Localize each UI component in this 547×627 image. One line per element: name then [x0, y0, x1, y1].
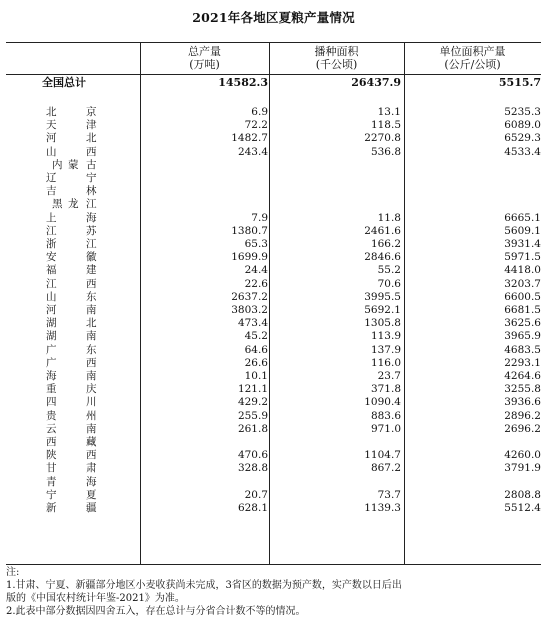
- cell-area: 2270.8: [364, 132, 401, 145]
- table-row: [6, 396, 541, 409]
- cell-production: 6.9: [251, 106, 268, 118]
- cell-yield: 2896.2: [504, 409, 541, 422]
- cell-production: 1482.7: [231, 132, 268, 145]
- cell-area: 11.8: [377, 211, 401, 224]
- region-char: 北: [46, 106, 57, 118]
- cell-yield: 3965.9: [504, 330, 541, 343]
- header-area: [269, 45, 404, 73]
- cell-yield: 5609.1: [504, 224, 541, 237]
- cell-production: 10.1: [244, 370, 268, 382]
- table-row: [6, 449, 541, 462]
- region-char: 海: [46, 370, 57, 382]
- cell-production: 7.9: [251, 211, 268, 224]
- cell-yield: 5235.3: [504, 106, 541, 118]
- cell-yield: 2293.1: [504, 356, 541, 369]
- cell-yield: 3625.6: [504, 317, 541, 330]
- cell-yield: 6089.0: [504, 119, 541, 132]
- cell-area: 3995.5: [364, 290, 401, 303]
- region-char: 贵: [46, 409, 57, 422]
- region-char: 辽: [46, 172, 57, 184]
- cell-yield: 4418.0: [504, 264, 541, 277]
- table-row: [6, 106, 541, 119]
- cell-production: 20.7: [244, 488, 268, 501]
- total-label: 全国总计: [42, 76, 86, 89]
- cell-production: 328.8: [237, 462, 268, 475]
- table-row: [6, 330, 541, 343]
- region-char: 川: [86, 396, 97, 409]
- cell-yield: 2696.2: [504, 422, 541, 435]
- table-row: [6, 370, 541, 383]
- note-2: 2.此表中部分数据因四舍五入，存在总计与分省合计数不等的情况。: [6, 606, 306, 617]
- total-yield: 5515.7: [498, 76, 541, 89]
- cell-area: 1139.3: [364, 502, 401, 514]
- region-char: 州: [86, 409, 97, 422]
- cell-area: 13.1: [377, 106, 401, 118]
- table-row: [6, 198, 541, 211]
- cell-production: 121.1: [237, 383, 268, 396]
- cell-yield: 4264.6: [504, 370, 541, 382]
- header-area-label: 播种面积: [314, 45, 359, 58]
- table-row: [6, 212, 541, 225]
- region-char: 北: [86, 132, 97, 145]
- cell-yield: 4683.5: [504, 343, 541, 356]
- region-char: 广: [46, 356, 57, 369]
- region-char: 河: [46, 132, 57, 145]
- cell-production: 1699.9: [231, 251, 268, 264]
- cell-production: 65.3: [244, 238, 268, 250]
- region-char: 河: [46, 304, 57, 316]
- region-char: 南: [86, 370, 97, 382]
- cell-area: 2846.6: [364, 251, 401, 264]
- cell-production: 72.2: [244, 119, 268, 132]
- table-row: [6, 238, 541, 251]
- region-char: 西: [86, 277, 97, 290]
- cell-area: 5692.1: [364, 304, 401, 316]
- cell-yield: 3791.9: [504, 462, 541, 475]
- region-char: 南: [86, 330, 97, 343]
- table-row: [6, 410, 541, 423]
- cell-production: 26.6: [244, 356, 268, 369]
- table-row: [6, 172, 541, 185]
- region-char: 苏: [86, 224, 97, 237]
- cell-production: 261.8: [237, 422, 268, 435]
- table-row: [6, 185, 541, 198]
- cell-yield: 6665.1: [504, 211, 541, 224]
- table-row: [6, 502, 541, 515]
- region-char: 福: [46, 264, 57, 277]
- region-char: 南: [86, 304, 97, 316]
- region-char: 东: [86, 343, 97, 356]
- cell-area: 113.9: [370, 330, 401, 343]
- cell-yield: 6681.5: [504, 304, 541, 316]
- region-char: 西: [46, 436, 57, 448]
- cell-area: 1104.7: [364, 449, 401, 462]
- region-char: 宁: [46, 488, 57, 501]
- region-char: 西: [86, 145, 97, 158]
- table-row: [6, 317, 541, 330]
- cell-area: 23.7: [377, 370, 401, 382]
- region-char: 青: [46, 475, 57, 488]
- cell-area: 867.2: [370, 462, 401, 475]
- cell-area: 971.0: [370, 422, 401, 435]
- region-char: 湖: [46, 330, 57, 343]
- region-char: 京: [86, 106, 97, 118]
- table-row: [6, 476, 541, 489]
- region-char: 西: [86, 356, 97, 369]
- cell-yield: 5512.4: [504, 502, 541, 514]
- region-char: 西: [86, 449, 97, 462]
- cell-production: 2637.2: [231, 290, 268, 303]
- region-char: 藏: [86, 436, 97, 448]
- region-char: 东: [86, 290, 97, 303]
- cell-yield: 6600.5: [504, 290, 541, 303]
- cell-yield: 4533.4: [504, 145, 541, 158]
- cell-area: 883.6: [370, 409, 401, 422]
- region-char: 天: [46, 119, 57, 132]
- region-char: 林: [86, 185, 97, 198]
- region-char: 南: [86, 422, 97, 435]
- table-row: [6, 225, 541, 238]
- cell-area: 1090.4: [364, 396, 401, 409]
- region-char: 江: [86, 238, 97, 250]
- summer-grain-table: [6, 42, 541, 565]
- table-row: [6, 304, 541, 317]
- cell-production: 22.6: [244, 277, 268, 290]
- region-char: 山: [46, 290, 57, 303]
- region-char: 山: [46, 145, 57, 158]
- table-row: [6, 357, 541, 370]
- table-row: [6, 462, 541, 475]
- region-char: 江: [46, 224, 57, 237]
- region-char: 古: [86, 158, 97, 171]
- region-char: 夏: [86, 488, 97, 501]
- table-row: [6, 383, 541, 396]
- region-char: 四: [46, 396, 57, 409]
- region-char: 黑: [52, 198, 63, 211]
- table-row: [6, 119, 541, 132]
- table-row: [6, 291, 541, 304]
- total-area: 26437.9: [351, 76, 401, 89]
- cell-area: 118.5: [370, 119, 401, 132]
- region-char: 吉: [46, 185, 57, 198]
- table-row: [6, 264, 541, 277]
- cell-production: 473.4: [237, 317, 268, 330]
- region-char: 建: [86, 264, 97, 277]
- region-char: 新: [46, 502, 57, 514]
- header-yield-unit: (公斤/公顷): [444, 58, 501, 71]
- cell-yield: 5971.5: [504, 251, 541, 264]
- table-row: [6, 146, 541, 159]
- cell-production: 628.1: [237, 502, 268, 514]
- cell-yield: 4260.0: [504, 449, 541, 462]
- region-char: 陕: [46, 449, 57, 462]
- cell-yield: 3936.6: [504, 396, 541, 409]
- header-yield-label: 单位面积产量: [439, 45, 506, 58]
- region-char: 上: [46, 211, 57, 224]
- cell-production: 64.6: [244, 343, 268, 356]
- cell-yield: 3203.7: [504, 277, 541, 290]
- cell-production: 243.4: [237, 145, 268, 158]
- table-row: [6, 159, 541, 172]
- header-production: [140, 45, 269, 73]
- cell-production: 24.4: [244, 264, 268, 277]
- page-title: 2021年各地区夏粮产量情况: [192, 10, 355, 25]
- cell-area: 137.9: [370, 343, 401, 356]
- region-char: 津: [86, 119, 97, 132]
- cell-area: 371.8: [370, 383, 401, 396]
- table-row: [6, 344, 541, 357]
- cell-area: 55.2: [377, 264, 401, 277]
- region-char: 内: [52, 158, 63, 171]
- total-production: 14582.3: [218, 76, 268, 89]
- cell-area: 116.0: [370, 356, 401, 369]
- region-char: 重: [46, 383, 57, 396]
- region-char: 浙: [46, 238, 57, 250]
- region-char: 疆: [86, 502, 97, 514]
- table-row: [6, 251, 541, 264]
- region-char: 北: [86, 317, 97, 330]
- cell-area: 73.7: [377, 488, 401, 501]
- region-char: 安: [46, 251, 57, 264]
- note-1-cont: 版的《中国农村统计年鉴-2021》为准。: [6, 593, 185, 604]
- region-char: 海: [86, 211, 97, 224]
- cell-area: 70.6: [377, 277, 401, 290]
- table-row: [6, 436, 541, 449]
- region-char: 江: [46, 277, 57, 290]
- header-production-unit: (万吨): [189, 58, 220, 71]
- region-char: 蒙: [68, 158, 79, 171]
- region-char: 广: [46, 343, 57, 356]
- cell-production: 3803.2: [231, 304, 268, 316]
- table-row: [6, 489, 541, 502]
- region-char: 肃: [86, 462, 97, 475]
- region-char: 宁: [86, 172, 97, 184]
- footnotes: [6, 566, 541, 618]
- region-char: 甘: [46, 462, 57, 475]
- region-char: 徽: [86, 251, 97, 264]
- cell-area: 2461.6: [364, 224, 401, 237]
- header-production-label: 总产量: [188, 45, 221, 58]
- region-char: 海: [86, 475, 97, 488]
- cell-yield: 3931.4: [504, 238, 541, 250]
- table-bottom-rule: [6, 564, 541, 565]
- cell-yield: 3255.8: [504, 383, 541, 396]
- cell-area: 536.8: [370, 145, 401, 158]
- cell-yield: 2808.8: [504, 488, 541, 501]
- table-row: [6, 132, 541, 145]
- header-yield: [404, 45, 541, 73]
- cell-production: 255.9: [237, 409, 268, 422]
- region-char: 湖: [46, 317, 57, 330]
- region-char: 庆: [86, 383, 97, 396]
- cell-yield: 6529.3: [504, 132, 541, 145]
- note-1: 1.甘肃、宁夏、新疆部分地区小麦收获尚未完成，3省区的数据为预产数，实产数以日后出: [6, 580, 402, 591]
- cell-production: 429.2: [237, 396, 268, 409]
- cell-production: 470.6: [237, 449, 268, 462]
- cell-area: 1305.8: [364, 317, 401, 330]
- table-row: [6, 278, 541, 291]
- cell-production: 45.2: [244, 330, 268, 343]
- table-top-rule: [6, 42, 541, 43]
- region-char: 云: [46, 422, 57, 435]
- region-char: 江: [86, 198, 97, 211]
- note-heading: 注:: [6, 567, 20, 578]
- cell-production: 1380.7: [231, 224, 268, 237]
- region-char: 龙: [68, 198, 79, 211]
- cell-area: 166.2: [370, 238, 401, 250]
- header-area-unit: (千公顷): [315, 58, 358, 71]
- table-row: [6, 423, 541, 436]
